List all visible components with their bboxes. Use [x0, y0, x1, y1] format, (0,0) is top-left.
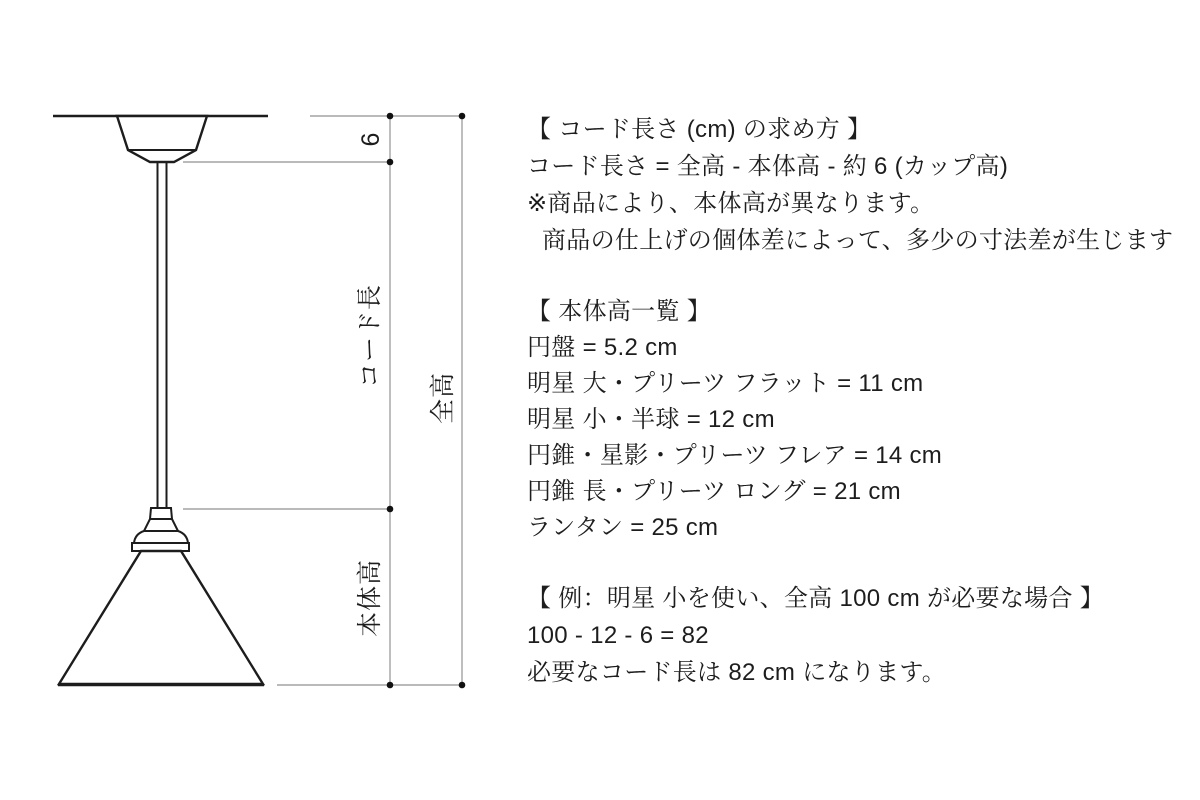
formula-section — [527, 111, 1187, 259]
cup-height-label: 6 — [357, 131, 385, 147]
socket-dome — [134, 531, 188, 543]
cone-shade — [59, 551, 263, 684]
dimension-dot — [387, 682, 394, 689]
instructions-column — [527, 0, 1187, 800]
body-height-item: ランタン = 25 cm — [527, 514, 719, 541]
dimension-dot — [459, 113, 466, 120]
body-height-section-title: 【 本体高一覧 】 — [527, 298, 712, 325]
cord-length-label: コード長 — [356, 283, 384, 389]
socket-neck — [150, 508, 172, 519]
example-calculation: 100 - 12 - 6 = 82 — [527, 622, 709, 649]
example-result: 必要なコード長は 82 cm になります。 — [527, 659, 947, 686]
socket-flare — [144, 519, 178, 531]
body-height-item: 明星 大・プリーツ フラット = 11 cm — [527, 370, 924, 397]
example-section — [527, 580, 1187, 691]
body-height-item: 明星 小・半球 = 12 cm — [527, 406, 775, 433]
dimension-dot — [387, 113, 394, 120]
formula-line: コード長さ = 全高 - 本体高 - 約 6 (カップ高) — [527, 153, 1009, 180]
body-height-label: 本体高 — [356, 558, 384, 638]
pendant-lamp-diagram — [0, 0, 500, 800]
note-line-1: ※商品により、本体高が異なります。 — [527, 190, 935, 217]
body-height-item: 円錐 長・プリーツ ロング = 21 cm — [527, 478, 901, 505]
dimension-dot — [387, 159, 394, 166]
dimension-dot — [459, 682, 466, 689]
example-section-title: 【 例：明星 小を使い、全高 100 cm が必要な場合 】 — [527, 585, 1105, 612]
note-line-2: 商品の仕上げの個体差によって、多少の寸法差が生じます — [542, 227, 1174, 254]
total-height-label: 全高 — [429, 371, 457, 425]
formula-section-title: 【 コード長さ (cm) の求め方 】 — [527, 116, 872, 143]
ceiling-cup — [117, 116, 207, 162]
dimension-dot — [387, 506, 394, 513]
body-height-section — [527, 294, 1187, 546]
body-height-item: 円錐・星影・プリーツ フレア = 14 cm — [527, 442, 943, 469]
body-height-item: 円盤 = 5.2 cm — [527, 334, 678, 361]
